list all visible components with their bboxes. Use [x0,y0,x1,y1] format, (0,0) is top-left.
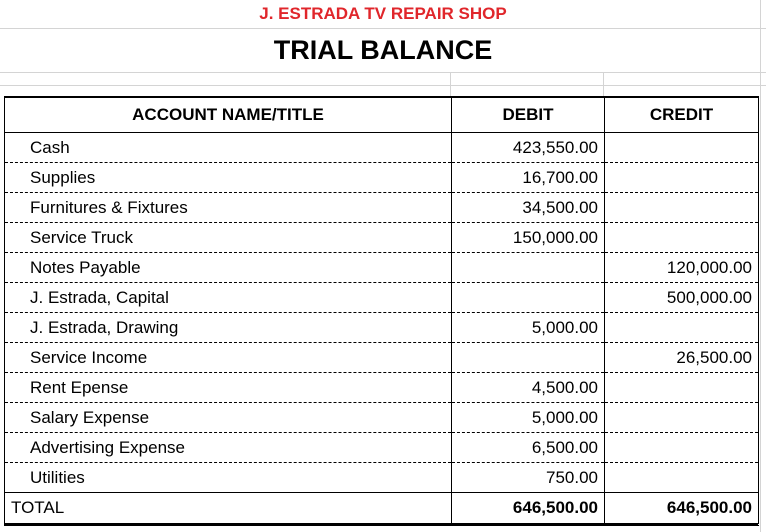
total-debit-cell[interactable]: 646,500.00 [452,493,605,525]
column-header-account[interactable]: ACCOUNT NAME/TITLE [5,97,452,133]
table-row [5,463,759,493]
divider [4,524,758,525]
debit-cell[interactable]: 6,500.00 [452,433,605,463]
debit-cell[interactable]: 150,000.00 [452,223,605,253]
total-row [5,493,759,525]
account-cell[interactable]: Furnitures & Fixtures [5,193,452,223]
table-row [5,253,759,283]
grid-line [760,0,761,532]
debit-cell[interactable]: 34,500.00 [452,193,605,223]
credit-cell[interactable] [605,433,759,463]
credit-cell[interactable] [605,463,759,493]
trial-balance-table [4,96,759,526]
account-cell[interactable]: Advertising Expense [5,433,452,463]
credit-cell[interactable] [605,313,759,343]
account-cell[interactable]: Service Income [5,343,452,373]
account-cell[interactable]: Notes Payable [5,253,452,283]
debit-cell[interactable]: 5,000.00 [452,313,605,343]
table-row [5,283,759,313]
table-header-row [5,97,759,133]
account-cell[interactable]: Supplies [5,163,452,193]
debit-cell[interactable]: 4,500.00 [452,373,605,403]
credit-cell[interactable] [605,163,759,193]
debit-cell[interactable] [452,343,605,373]
table-row [5,343,759,373]
page-title: TRIAL BALANCE [273,35,493,65]
table-row [5,163,759,193]
grid-line [0,28,766,29]
total-label[interactable]: TOTAL [5,493,452,525]
table-row [5,313,759,343]
debit-cell[interactable]: 5,000.00 [452,403,605,433]
credit-cell[interactable] [605,193,759,223]
credit-cell[interactable] [605,133,759,163]
account-cell[interactable]: J. Estrada, Drawing [5,313,452,343]
account-cell[interactable]: Utilities [5,463,452,493]
total-credit-cell[interactable]: 646,500.00 [605,493,759,525]
grid-line [0,85,766,86]
debit-cell[interactable]: 423,550.00 [452,133,605,163]
grid-line [450,72,451,96]
table-row [5,133,759,163]
shop-name: J. ESTRADA TV REPAIR SHOP [259,4,507,23]
account-cell[interactable]: Rent Epense [5,373,452,403]
column-header-credit[interactable]: CREDIT [605,97,759,133]
account-cell[interactable]: J. Estrada, Capital [5,283,452,313]
debit-cell[interactable] [452,253,605,283]
account-cell[interactable]: Cash [5,133,452,163]
debit-cell[interactable] [452,283,605,313]
table-row [5,223,759,253]
credit-cell[interactable] [605,403,759,433]
table-row [5,373,759,403]
credit-cell[interactable]: 26,500.00 [605,343,759,373]
table-row [5,403,759,433]
credit-cell[interactable] [605,223,759,253]
account-cell[interactable]: Service Truck [5,223,452,253]
credit-cell[interactable]: 120,000.00 [605,253,759,283]
column-header-debit[interactable]: DEBIT [452,97,605,133]
account-cell[interactable]: Salary Expense [5,403,452,433]
debit-cell[interactable]: 16,700.00 [452,163,605,193]
table-row [5,433,759,463]
grid-line [0,72,766,73]
table-row [5,193,759,223]
credit-cell[interactable] [605,373,759,403]
credit-cell[interactable]: 500,000.00 [605,283,759,313]
grid-line [603,72,604,96]
debit-cell[interactable]: 750.00 [452,463,605,493]
